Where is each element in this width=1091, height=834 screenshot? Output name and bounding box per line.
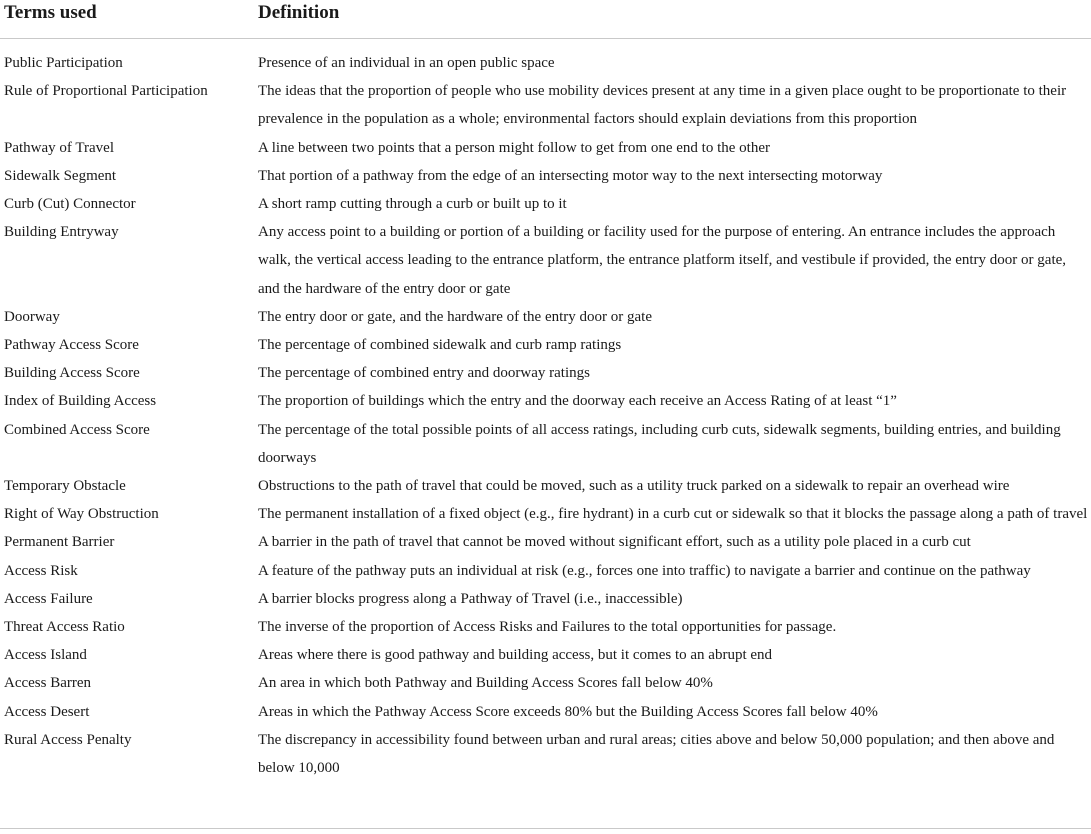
term-cell: Rural Access Penalty bbox=[4, 731, 132, 748]
term-cell: Pathway Access Score bbox=[4, 337, 139, 354]
term-cell: Doorway bbox=[4, 308, 60, 325]
table-row bbox=[0, 500, 1091, 528]
table-row bbox=[0, 331, 1091, 359]
definition-cell: An area in which both Pathway and Building Access Scores fall below 40% bbox=[258, 675, 713, 692]
table-body bbox=[0, 39, 1091, 782]
term-cell: Access Desert bbox=[4, 703, 90, 720]
table-row bbox=[0, 134, 1091, 162]
term-cell: Pathway of Travel bbox=[4, 139, 114, 156]
table-row bbox=[0, 528, 1091, 556]
term-cell: Access Island bbox=[4, 647, 87, 664]
definition-cell: The ideas that the proportion of people who use mobility devices present at any time in a given place ought to be proportionate to their prevalence in the population as a whole; environmental factors should explain deviations from this proportion bbox=[258, 83, 1067, 128]
table-row bbox=[0, 472, 1091, 500]
term-cell: Access Barren bbox=[4, 675, 92, 692]
table-row bbox=[0, 726, 1091, 782]
term-cell: Permanent Barrier bbox=[4, 534, 115, 551]
term-cell: Right of Way Obstruction bbox=[4, 506, 159, 523]
term-cell: Threat Access Ratio bbox=[4, 619, 125, 636]
table-row bbox=[0, 162, 1091, 190]
definition-cell: Areas in which the Pathway Access Score exceeds 80% but the Building Access Scores fall below 40% bbox=[258, 703, 878, 720]
definition-cell: Areas where there is good pathway and building access, but it comes to an abrupt end bbox=[258, 647, 773, 664]
definition-cell: The permanent installation of a fixed object (e.g., fire hydrant) in a curb cut or sidewalk so that it blocks the passage along a path of travel bbox=[258, 506, 1088, 523]
term-cell: Index of Building Access bbox=[4, 393, 157, 410]
table-row bbox=[0, 585, 1091, 613]
term-cell: Access Failure bbox=[4, 590, 93, 607]
term-cell: Rule of Proportional Participation bbox=[4, 83, 208, 100]
term-cell: Access Risk bbox=[4, 562, 78, 579]
table-row bbox=[0, 698, 1091, 726]
definition-cell: A feature of the pathway puts an individual at risk (e.g., forces one into traffic) to navigate a barrier and continue on the pathway bbox=[258, 562, 1031, 579]
definition-cell: The discrepancy in accessibility found between urban and rural areas; cities above and below 50,000 population; and then above and below 10,000 bbox=[258, 731, 1055, 777]
term-cell: Sidewalk Segment bbox=[4, 167, 117, 184]
table-row bbox=[0, 641, 1091, 669]
table-row bbox=[0, 557, 1091, 585]
table-row bbox=[0, 218, 1091, 303]
table-row bbox=[0, 387, 1091, 415]
definition-cell: A barrier blocks progress along a Pathway of Travel (i.e., inaccessible) bbox=[258, 590, 683, 607]
table-row bbox=[0, 49, 1091, 77]
term-cell: Curb (Cut) Connector bbox=[4, 196, 136, 213]
definition-cell: The proportion of buildings which the entry and the doorway each receive an Access Rating of at least “1” bbox=[258, 393, 897, 410]
table-row bbox=[0, 416, 1091, 472]
definition-cell: A barrier in the path of travel that cannot be moved without significant effort, such as a utility pole placed in a curb cut bbox=[258, 534, 971, 551]
table-row bbox=[0, 613, 1091, 641]
table-header bbox=[0, 0, 1091, 39]
definition-cell: Any access point to a building or portion of a building or facility used for the purpose of entering. An entrance includes the approach walk, the vertical access leading to the entrance platform, the entrance platform itself, and vestibule if provided, the entry door or gate, and the hardware of the entry door or gate bbox=[258, 224, 1067, 297]
bottom-rule bbox=[0, 828, 1091, 829]
table-row bbox=[0, 359, 1091, 387]
term-cell: Temporary Obstacle bbox=[4, 478, 126, 495]
header-definition: Definition bbox=[258, 2, 340, 23]
definition-cell: A short ramp cutting through a curb or built up to it bbox=[258, 196, 567, 213]
definition-cell: The percentage of combined entry and doorway ratings bbox=[258, 365, 590, 382]
term-cell: Building Access Score bbox=[4, 365, 140, 382]
header-term: Terms used bbox=[4, 2, 97, 23]
definition-cell: The entry door or gate, and the hardware of the entry door or gate bbox=[258, 308, 653, 325]
definition-cell: Obstructions to the path of travel that could be moved, such as a utility truck parked on a sidewalk to repair an overhead wire bbox=[258, 478, 1010, 495]
table-row bbox=[0, 669, 1091, 697]
definition-cell: The percentage of combined sidewalk and curb ramp ratings bbox=[258, 337, 622, 354]
table-row bbox=[0, 77, 1091, 133]
definition-cell: The inverse of the proportion of Access Risks and Failures to the total opportunities for passage. bbox=[258, 619, 837, 636]
table-row bbox=[0, 190, 1091, 218]
term-cell: Building Entryway bbox=[4, 224, 119, 241]
term-cell: Public Participation bbox=[4, 55, 123, 71]
definition-cell: A line between two points that a person might follow to get from one end to the other bbox=[258, 139, 770, 156]
term-cell: Combined Access Score bbox=[4, 421, 150, 438]
definition-cell: That portion of a pathway from the edge of an intersecting motor way to the next intersecting motorway bbox=[258, 167, 883, 184]
definition-cell: The percentage of the total possible points of all access ratings, including curb cuts, sidewalk segments, building entries, and building doorways bbox=[258, 421, 1061, 466]
definition-cell: Presence of an individual in an open public space bbox=[258, 55, 555, 71]
table-row bbox=[0, 303, 1091, 331]
